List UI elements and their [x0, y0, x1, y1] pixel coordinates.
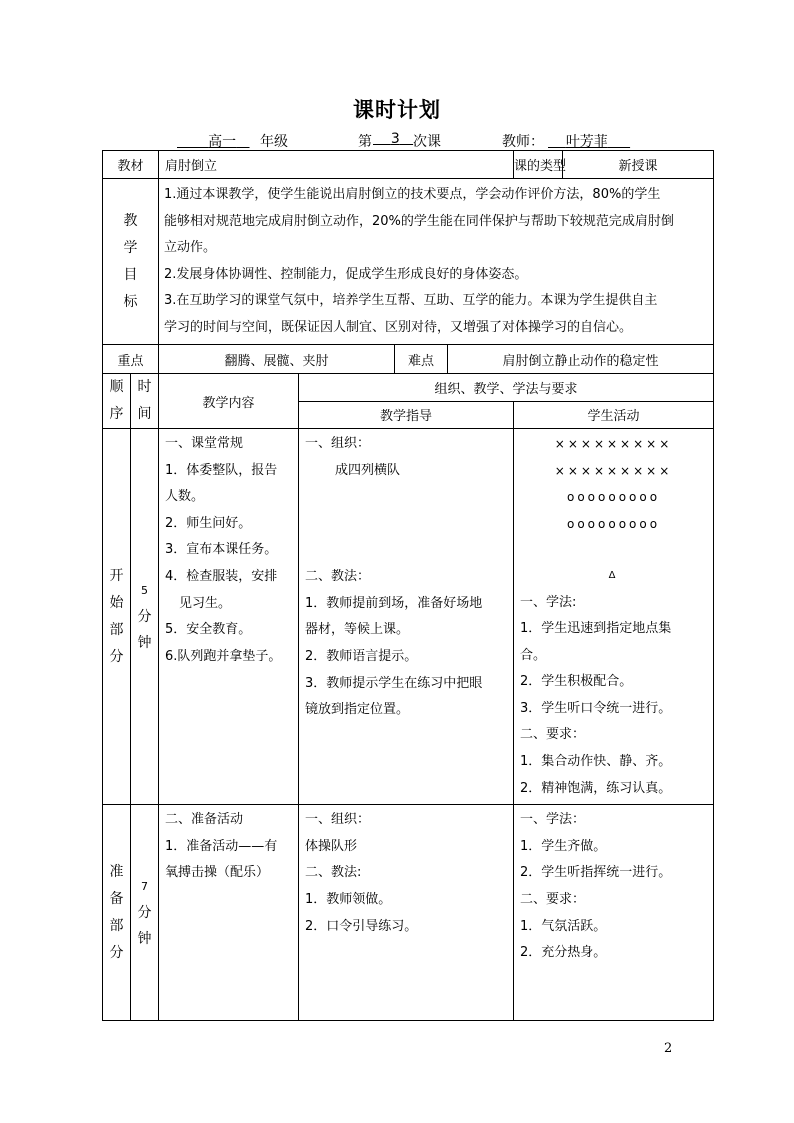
- lesson-number: 3: [390, 131, 400, 147]
- goals-text: [159, 179, 714, 345]
- goal-line: 学习的时间与空间，既保证因人制宜、区别对待，又增强了对体操学习的自信心。: [164, 319, 633, 335]
- difficulty-value: 肩肘倒立静止动作的稳定性: [448, 345, 714, 374]
- guidance-header: 教学指导: [299, 401, 514, 429]
- goal-line: 能够相对规范地完成肩肘倒立动作，20%的学生能在同伴保护与帮助下较规范完成肩肘倒: [164, 213, 674, 229]
- formation-row: ×××××××××: [554, 437, 673, 451]
- start-section-row: [103, 429, 714, 805]
- lesson-suffix: 次课: [413, 134, 441, 150]
- lesson-plan-table: [102, 150, 714, 1021]
- section-time: 7 分 钟: [131, 805, 159, 1021]
- formation-row: ooooooooo: [566, 516, 661, 531]
- material-row: [103, 151, 714, 179]
- section-time: 5 分 钟: [131, 429, 159, 805]
- teacher-name-field: [548, 131, 630, 151]
- section-guidance: 一、组织： 成四列横队 二、教法： 1．教师提前到场，准备好场地 器材，等候上课。 2．教师语言提示。 3．教师提示学生在练习中把眼 镜放到指定位置。: [299, 429, 514, 805]
- material-label: 教材: [103, 151, 159, 179]
- goal-line: 1.通过本课教学，使学生能说出肩肘倒立的技术要点，学会动作评价方法，80%的学生: [164, 187, 661, 202]
- key-row: [103, 345, 714, 374]
- time-header: 时 间: [131, 374, 159, 429]
- key-label: 重点: [103, 345, 159, 374]
- goal-line: 立动作。: [164, 240, 217, 255]
- section-guidance: 一、组织： 体操队形 二、教法: 1．教师领做。 2．口令引导练习。: [299, 805, 514, 1021]
- page-title: 课时计划: [353, 98, 441, 122]
- section-content: 一、课堂常规 1．体委整队，报告 人数。 2．师生问好。 3．宣布本课任务。 4．检查服装，安排 见习生。 5．安全教育。 6.队列跑并拿垫子。: [159, 429, 299, 805]
- section-name: 准 备 部 分: [103, 805, 131, 1021]
- activity-header: 学生活动: [514, 401, 714, 429]
- content-header: 教学内容: [159, 374, 299, 429]
- goal-line: 2.发展身体协调性、控制能力，促成学生形成良好的身体姿态。: [164, 266, 528, 282]
- key-value: 翻腾、展髋、夹肘: [159, 345, 395, 374]
- lesson-type-label: 课的类型: [514, 151, 563, 179]
- difficulty-label: 难点: [395, 345, 448, 374]
- formation-row: ×××××××××: [554, 463, 673, 478]
- goals-label: 教 学 目 标: [103, 179, 159, 345]
- section-content: 二、准备活动 1．准备活动——有 氧搏击操（配乐）: [159, 805, 299, 1021]
- formation-row: ooooooooo: [566, 490, 661, 504]
- prep-section-row: [103, 805, 714, 1021]
- section-name: 开 始 部 分: [103, 429, 131, 805]
- goals-row: [103, 179, 714, 345]
- section-activity: ××××××××× ××××××××× ooooooooo ooooooooo Δ 一、学法: 1．学生迅速到指定地点集 合。 2．学生积极配合。 3．学生听口令统一进行。 二、要求： 1．集合动作快、静、齐。 2．精神饱满，练习认真。: [514, 429, 714, 805]
- teacher-name: 叶芳菲: [565, 134, 608, 150]
- lesson-number-field: [373, 131, 413, 147]
- grade-field: [177, 131, 250, 151]
- grade-label: 年级: [260, 134, 288, 150]
- lesson-header: [0, 131, 794, 151]
- goal-line: 3.在互助学习的课堂气氛中，培养学生互帮、互助、互学的能力。本课为学生提供自主: [164, 293, 658, 308]
- grade-value: 高一: [208, 134, 237, 150]
- lesson-type-value: 新授课: [563, 151, 714, 179]
- organization-header: 组织、教学、学法与要求: [299, 374, 714, 402]
- teacher-label: 教师：: [502, 134, 544, 150]
- page-number: 2: [664, 1041, 673, 1056]
- material-value: 肩肘倒立: [159, 151, 514, 179]
- lesson-prefix: 第: [358, 134, 372, 150]
- order-header: 顺 序: [103, 374, 131, 429]
- section-activity: 一、学法： 1．学生齐做。 2．学生听指挥统一进行。 二、要求： 1．气氛活跃。 2．充分热身。: [514, 805, 714, 1021]
- teacher-position-mark: Δ: [608, 570, 619, 581]
- column-header-row: [103, 374, 714, 402]
